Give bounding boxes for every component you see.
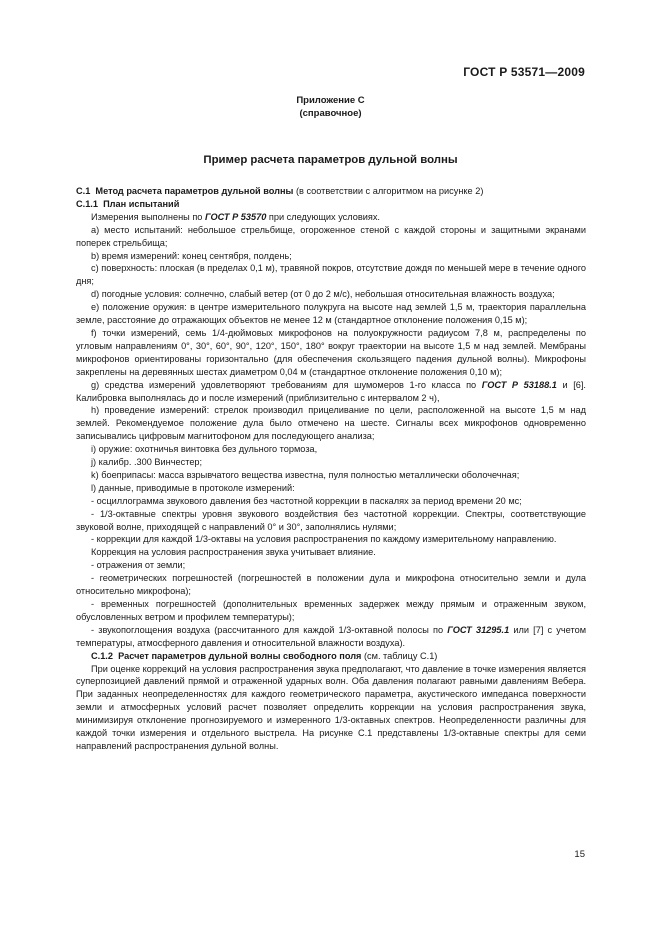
list-item-a: а) место испытаний: небольшое стрельбище, огороженное стеной с каждой стороны и защитными экранами поперек стрельбища;: [76, 224, 586, 248]
list-item-c: с) поверхность: плоская (в пределах 0,1 м), травяной покров, отсутствие дождя по меньшей мере в течение одного дня;: [76, 263, 586, 287]
intro-text-end: при следующих условиях.: [266, 211, 380, 222]
section-c11-number: С.1.1: [76, 198, 98, 209]
standard-ref-gost-r-53570: ГОСТ Р 53570: [204, 211, 267, 222]
dash-item-air-absorption-text-end: или [7] с учетом температуры, атмосферного давления и относительной влажности воздуха).: [76, 624, 587, 648]
dash-item-corrections: - коррекции для каждой 1/3-октавы на условия распространения по каждому измерительному направлению.: [91, 534, 557, 545]
list-item-b: b) время измерений: конец сентября, полдень;: [91, 250, 292, 261]
dash-item-ground-reflection: - отражения от земли;: [91, 560, 186, 571]
corrections-note: Коррекция на условия распространения звука учитывает влияние.: [91, 547, 376, 558]
standard-ref-gost-r-53188-1: ГОСТ Р 53188.1: [481, 379, 557, 390]
standard-ref-gost-31295-1: ГОСТ 31295.1: [447, 624, 510, 635]
list-item-g: [76, 379, 586, 405]
section-c1-number: С.1: [76, 186, 91, 196]
document-id: ГОСТ Р 53571—2009: [463, 65, 585, 79]
page-number: 15: [574, 849, 585, 860]
section-c1-rest: (в соответствии с алгоритмом на рисунке 2): [293, 186, 484, 196]
final-paragraph: При оценке коррекций на условия распространения звука предполагают, что давление в точке измерения является суперпозицией давлений прямой и отраженной ударных волн. Оба давления полагают равными давлениям Вебера. При заданных неопределенностях для каждого геометрического параметра, акустического импеданса поверхности земли и атмосферных условий расчет позволяет определить коррекции на условия распространения звука, минимизируя отклонение прогнозируемого и измеренного 1/3-октавных спектров. Неопределенности различны для каждой точки измерения и отдельного выстрела. На рисунке С.1 представлены 1/3-октавные спектры для семи направлений распространения дульной волны.: [76, 663, 586, 751]
intro-text: Измерения выполнены по: [91, 211, 205, 222]
section-c12-title: Расчет параметров дульной волны свободного поля: [118, 650, 362, 661]
dash-item-spectra: - 1/3-октавные спектры уровня звукового воздействия без частотной коррекции. Спектры, соответствующие звуковой волне, приходящей с направлений 0° и 30°, заполнялись нулями;: [76, 508, 586, 532]
annex-kind: (справочное): [299, 108, 362, 119]
main-title: Пример расчета параметров дульной волны: [203, 154, 458, 166]
dash-item-air-absorption: [76, 624, 586, 650]
list-item-h: h) проведение измерений: стрелок производил прицеливание по цели, расположенной на высоте 1,5 м над землей. Рекомендуемое положение дула было отмечено на шесте. Сигналы всех микрофонов одновременно записывались цифровым магнитофоном для последующего анализа;: [76, 405, 586, 442]
section-c12-rest: (см. таблицу С.1): [361, 650, 438, 661]
section-c1-title: Метод расчета параметров дульной волны: [95, 186, 294, 196]
list-item-l: l) данные, приводимые в протоколе измерений:: [91, 482, 295, 493]
section-c12-heading: [76, 650, 586, 663]
section-c1-heading: [76, 185, 586, 198]
list-item-j: j) калибр. .300 Винчестер;: [91, 457, 203, 468]
intro-paragraph: [76, 211, 586, 224]
list-item-i: i) оружие: охотничья винтовка без дульного тормоза,: [91, 444, 318, 455]
list-item-k: k) боеприпасы: масса взрывчатого вещества известна, пуля полностью металлически оболочечная;: [91, 469, 520, 480]
list-item-f: f) точки измерений, семь 1/4-дюймовых микрофонов на полуокружности радиусом 7,8 м, распределены по угловым направлениям 0°, 30°, 60°, 90°, 120°, 150°, 180° вокруг траектории на высоте 1,5 м над землей. Мембраны микрофонов ориентированы горизонтально (для обеспечения скользящего падения дульной волны). Микрофоны закреплены на деревянных шестах диаметром 0,04 м (стандартное отклонение положения 0,10 м);: [76, 327, 586, 377]
section-c11-heading: [76, 198, 586, 211]
document-body: [76, 185, 586, 753]
dash-item-oscillogram: - осциллограмма звукового давления без частотной коррекции в паскалях за период времени 20 мс;: [91, 495, 522, 506]
list-item-g-text-end: и [6]. Калибровка выполнялась до и после измерений (приблизительно с интервалом 2 ч),: [76, 379, 586, 403]
section-c11-title: План испытаний: [103, 198, 180, 209]
section-c12-number: С.1.2: [91, 650, 113, 661]
dash-item-time-errors: - временных погрешностей (дополнительных временных задержек между прямым и отраженным звуком, обусловленных ветром и профилем температуры);: [76, 599, 586, 622]
list-item-g-text: g) средства измерений удовлетворяют требованиям для шумомеров 1-го класса по: [91, 379, 482, 390]
dash-item-geometric-errors: - геометрических погрешностей (погрешностей в положении дула и микрофона относительно земли и дула относительно микрофона);: [76, 573, 586, 597]
dash-item-air-absorption-text: - звукопоглощения воздуха (рассчитанного для каждой 1/3-октавной полосы по: [91, 624, 448, 635]
list-item-d: d) погодные условия: солнечно, слабый ветер (от 0 до 2 м/с), небольшая относительная влажность воздуха;: [91, 289, 555, 300]
annex-title: Приложение С: [296, 95, 365, 106]
list-item-e: е) положение оружия: в центре измерительного полукруга на высоте над землей 1,5 м, траектория параллельна земле, расстояние до отражающих объектов не менее 12 м (стандартное отклонение положения 0,15 м);: [76, 302, 586, 326]
